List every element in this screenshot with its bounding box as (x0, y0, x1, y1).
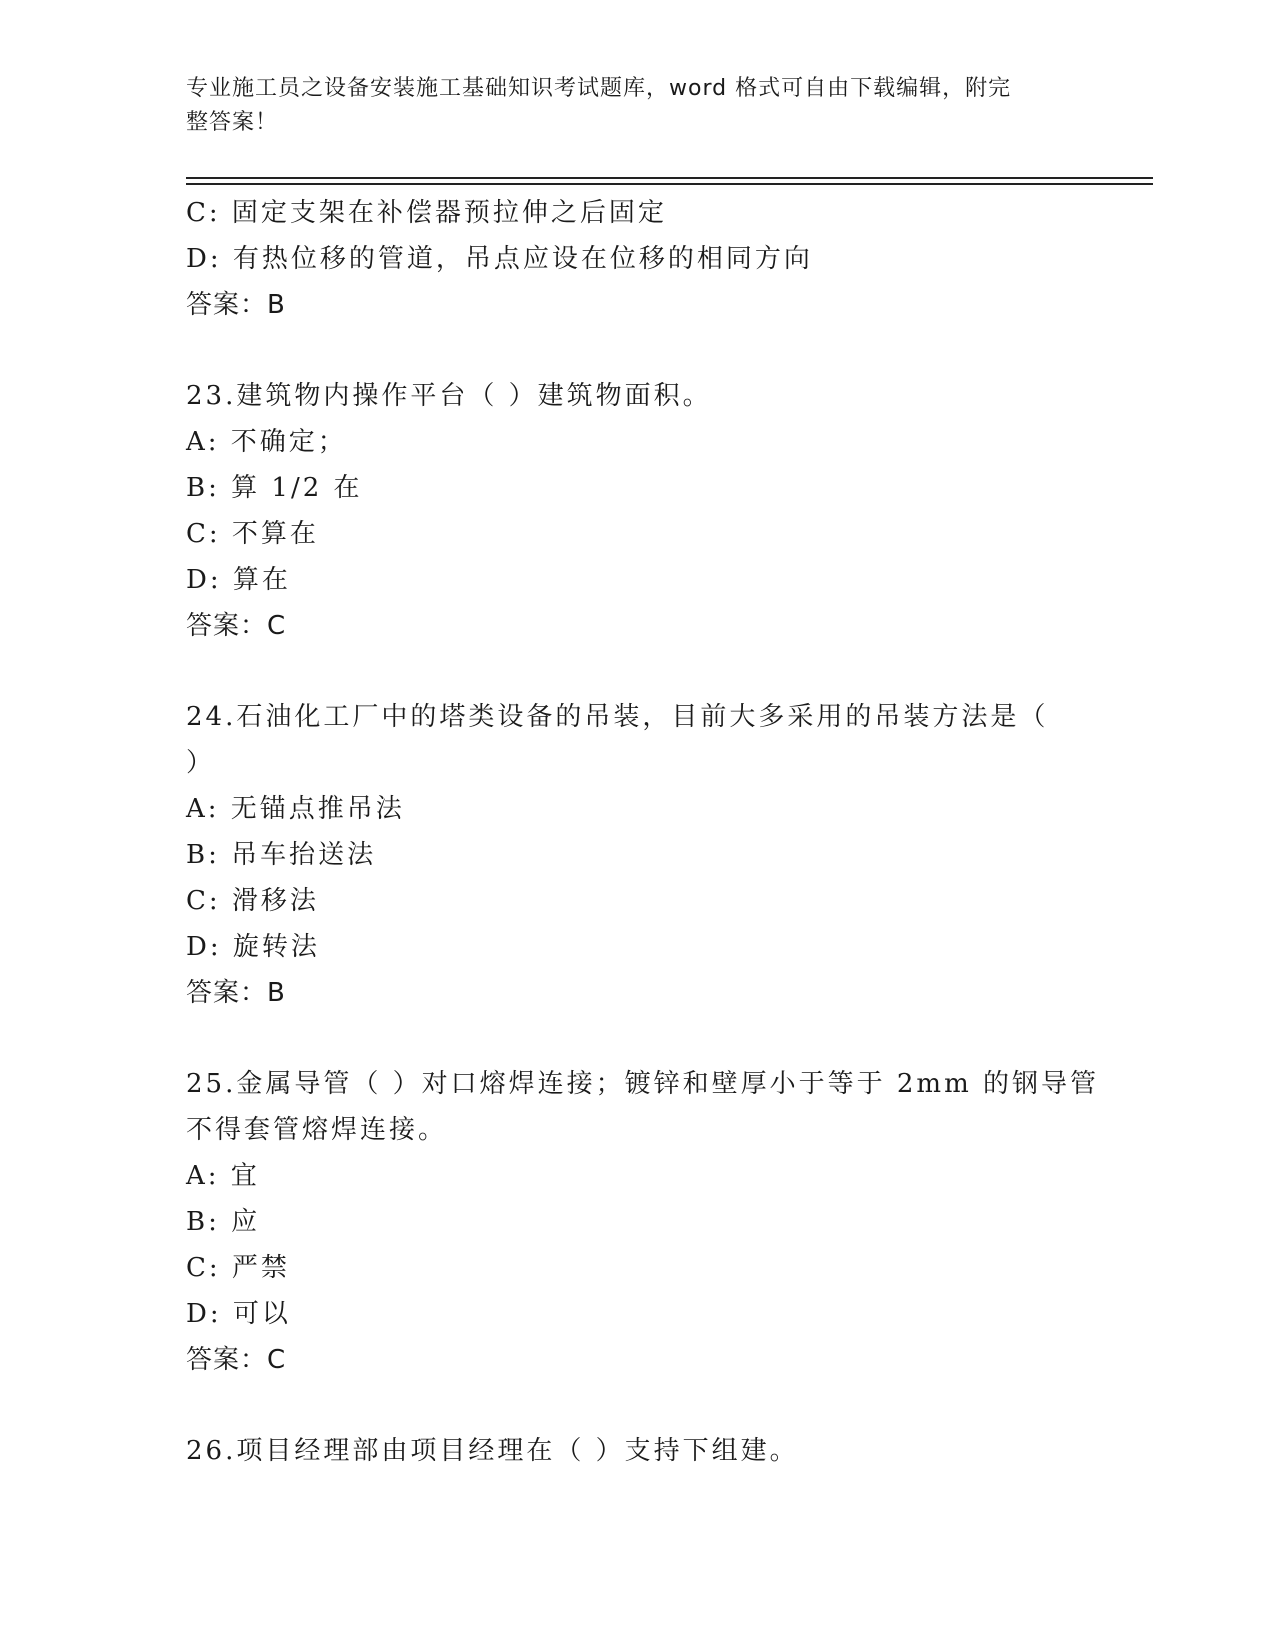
option-c: C: 严禁 (186, 1253, 290, 1283)
question-23 (186, 373, 1086, 649)
answer-label: 答案：C (186, 611, 287, 641)
question-25 (186, 1061, 1099, 1383)
option-a: A: 宜 (186, 1161, 260, 1191)
option-a: A: 不确定； (186, 427, 347, 457)
question-stem-line-2: 不得套管熔焊连接。 (186, 1115, 448, 1145)
question-stem-line-1: 25.金属导管（ ）对口熔焊连接；镀锌和壁厚小于等于 2mm 的钢导管 (186, 1069, 1099, 1099)
spacer (186, 328, 1086, 373)
option-b: B: 应 (186, 1207, 261, 1237)
question-22-tail (186, 190, 1086, 328)
option-d: D: 算在 (186, 565, 291, 595)
page-header (186, 72, 1066, 140)
spacer (186, 1383, 1086, 1428)
option-d: D: 旋转法 (186, 932, 320, 962)
header-rule-bottom (186, 183, 1153, 185)
question-stem: 23.建筑物内操作平台（ ）建筑物面积。 (186, 381, 712, 411)
option-b: B: 算 1/2 在 (186, 473, 363, 503)
option-d: D: 可以 (186, 1299, 291, 1329)
option-c: C: 不算在 (186, 519, 319, 549)
question-stem-line-1: 24.石油化工厂中的塔类设备的吊装，目前大多采用的吊装方法是（ (186, 702, 1049, 732)
question-24 (186, 694, 1086, 1016)
spacer (186, 1016, 1086, 1061)
question-list (186, 190, 1099, 1474)
answer-label: 答案：C (186, 1345, 287, 1375)
question-stem: 26.项目经理部由项目经理在（ ）支持下组建。 (186, 1436, 799, 1466)
option-c: C: 固定支架在补偿器预拉伸之后固定 (186, 198, 667, 228)
header-line-1: 专业施工员之设备安装施工基础知识考试题库，word 格式可自由下载编辑，附完 (186, 76, 1012, 101)
option-c: C: 滑移法 (186, 886, 319, 916)
answer-label: 答案：B (186, 290, 286, 320)
answer-label: 答案：B (186, 978, 286, 1008)
option-d: D: 有热位移的管道，吊点应设在位移的相同方向 (186, 244, 813, 274)
header-rule-top (186, 177, 1153, 179)
option-a: A: 无锚点推吊法 (186, 794, 405, 824)
question-26 (186, 1428, 1086, 1474)
question-stem-line-2: ） (186, 748, 216, 778)
spacer (186, 649, 1086, 694)
option-b: B: 吊车抬送法 (186, 840, 377, 870)
header-line-2: 整答案！ (186, 110, 279, 135)
